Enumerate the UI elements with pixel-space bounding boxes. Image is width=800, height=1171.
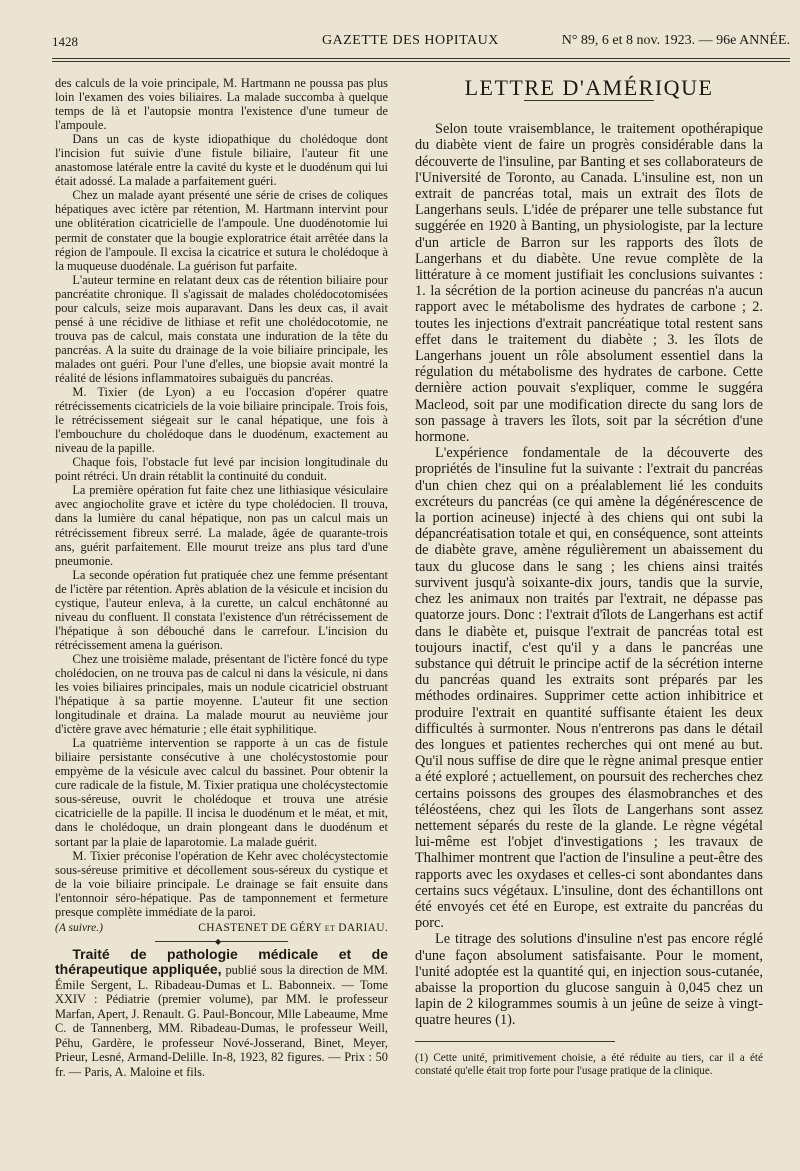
title-rule (524, 100, 654, 101)
book-details: publié sous la direction de MM. Émile Sergent, L. Ribadeau-Dumas et L. Babonneix. — Tome XXIV : Pédiatrie (premier volume), par MM. le professeur Marfan, Apert, J. Renault. G. Paul-Boncour, Mlle Labeaume, Mme C. de Tannenberg, MM. Ribadeau-Dumas, le professeur Weill, Péhu, Gardère, le professeur Nové-Josserand, Binet, Meyer, Prieur, Lesné, Armand-Delille. In-8, 1923, 82 figures. — Prix : 50 fr. — Paris, A. Maloine et fils. (55, 963, 388, 1079)
paragraph: Le titrage des solutions d'insuline n'est pas encore réglé d'une façon absolument satisfaisante. Pour le moment, l'unité adoptée est la quantité qui, en injection sous-cutanée, abaisse la proportion du glucose sanguin à 0,045 chez un lapin de 2 kilogrammes soumis à un jeûne de seize à vingt-quatre heures (1). (415, 931, 763, 1029)
paragraph: La seconde opération fut pratiquée chez une femme présentant de l'ictère par rétention. Après ablation de la vésicule et incision du cystique, l'auteur enleva, à la curette, un calcul enchâtonné au niveau du confluent. Il constata l'existence d'un rétrécissement de l'hépatique à son débouché dans le carrefour. L'incision du rétrécissement amena la guérison. (55, 567, 388, 652)
article-signature-line (55, 921, 388, 935)
issue-info: N° 89, 6 et 8 nov. 1923. — 96e ANNÉE. (561, 33, 790, 48)
book-review (55, 947, 388, 1080)
journal-title: GAZETTE DES HOPITAUX (322, 33, 499, 48)
footnote-rule (415, 1041, 615, 1042)
article-title: LETTRE D'AMÉRIQUE (464, 75, 714, 100)
paragraph: Chez un malade ayant présenté une série de crises de coliques hépatiques avec ictère par rétention, M. Hartmann intervint pour une oblitération cicatricielle de l'ampoule. Une duodénotomie lui permit de constater que la bougie exploratrice était arrêtée dans la région de l'ampoule. Il excisa la cicatrice et sutura le cholédoque à la muqueuse duodénale. La guérison fut parfaite. (55, 188, 388, 273)
paragraph: Chez une troisième malade, présentant de l'ictère foncé du type cholédocien, on ne trouva pas de calcul ni dans la vésicule, ni dans les voies biliaires principales, mais un nodule cicatriciel obstruant l'hépatique à sa partie moyenne. L'auteur fit une section longitudinale et draina. La malade mourut au neuvième jour d'ictère grave avec hématurie ; elle était syphilitique. (55, 651, 388, 737)
page-number: 1428 (52, 34, 78, 49)
right-column (415, 75, 763, 1078)
book-title: Traité de pathologie médicale et de thérapeutique appliquée, (55, 945, 388, 978)
page-header (52, 30, 790, 54)
paragraph: Dans un cas de kyste idiopathique du cholédoque dont l'incision fut suivie d'une fistule biliaire, l'auteur fit une anastomose latérale entre la cavité du kyste et le duodénum qui lui était adossé. La malade a parfaitement guéri. (55, 132, 388, 189)
left-column (55, 76, 388, 1079)
header-rule (52, 58, 790, 59)
header-rule-double (52, 61, 790, 62)
paragraph: Chaque fois, l'obstacle fut levé par incision longitudinale du point rétréci. Un drain rétablit la continuité du conduit. (55, 455, 388, 484)
paragraph: des calculs de la voie principale, M. Hartmann ne poussa pas plus loin l'examen des voies biliaires. La malade succomba à quelque temps de là et l'autopsie montra l'existence d'une tumeur de l'ampoule. (55, 76, 388, 133)
paragraph: La quatrième intervention se rapporte à un cas de fistule biliaire persistante consécutive à une cholécystostomie pour empyème de la vésicule avec calcul du bassinet. Pour obtenir la cure radicale de la fistule, M. Tixier pratiqua une cholécystectomie sous-séreuse, ouvrit le cholédoque et trouva une atrésie cicatricielle de la papille. Il incisa le duodénum et le méat, et mit, dans le cholédoque, un drain plongeant dans le duodénum et sortant par la plaie de laparotomie. La malade guérit. (55, 736, 388, 849)
footnote: (1) Cette unité, primitivement choisie, a été réduite au tiers, car il a été constaté qu'elle était trop forte pour l'usage pratique de la clinique. (415, 1051, 763, 1077)
paragraph: L'expérience fondamentale de la découverte des propriétés de l'insuline fut la suivante : l'extrait du pancréas d'un chien chez qui on a préalablement lié les conduits excréteurs du pancréas (ce qui amène la dégénérescence de la portion acineuse) injecté à des chiens qui ont subi la dépancréatisation totale et qui, en conséquence, sont atteints de diabète grave, amène régulièrement un abaissement du taux du glucose dans le sang ; les chiens ainsi traités survivent jusqu'à soixante-dix jours, tandis que la survie, chez les animaux non traités par l'extrait, ne dépasse pas quatorze jours. Donc : l'extrait d'îlots de Langerhans est actif dans le diabète et, puisque l'extrait de pancréas total est toujours inactif, c'est qu'il y a dans le pancréas une substance qui détruit le principe actif de la sécrétion interne du pancréas quand les extraits sont préparés par les méthodes ordinaires. Supprimer cette action inhibitrice et produire l'extrait en quantité suffisante étaient les deux difficultés à surmonter. Nous n'entrerons pas dans le détail des longues et patientes recherches qui ont mené au but. Qu'il nous suffise de dire que le règne animal presque entier a été exploré ; actuellement, on poursuit des recherches chez certains poissons des groupes des élasmobranches et des téléostéens, chez qui les îlots de Langerhans sont assez nettement séparés du reste de la glande. Le règne végétal lui-même est l'objet d'investigations ; les travaux de Thalhimer montrent que l'action de l'insuline a peut-être des rapports avec les oxydases et celles-ci sont abondantes dans certains sucs végétaux. L'insuline, dont des échantillons ont été envoyés cet été en Europe, est extraite du pancréas du porc. (415, 445, 763, 932)
paragraph: Selon toute vraisemblance, le traitement opothérapique du diabète vient de faire un progrès considérable dans la découverte de l'insuline, par Banting et ses collaborateurs de l'Université de Toronto, au Canada. L'insuline est, non un extrait de pancréas total, mais un extrait des îlots de Langerhans seuls. L'idée de préparer une telle substance fut suggérée en 1920 à Banting, un physiologiste, par la lecture d'un article de Barron sur les rapports des îlots de Langerhans et du diabète. Une revue complète de la littérature à ce moment justifiait les conclusions suivantes : 1. la sécrétion de la portion acineuse du pancréas n'a aucun rapport avec le métabolisme des hydrates de carbone ; 2. toutes les injections d'extrait pancréatique total restent sans effet dans le traitement du diabète ; 3. les îlots de Langerhans jouent un rôle absolument essentiel dans la régulation du métabolisme des hydrates de carbone. Cette dernière action pouvait s'expliquer, comme le suggéra Macleod, soit par une modification directe du sang lors de son passage à travers les îlots, soit par la sécrétion d'une hormone. (415, 121, 763, 446)
paragraph: L'auteur termine en relatant deux cas de rétention biliaire pour pancréatite chronique. Il s'agissait de malades cholédocotomisées pour calculs, seize mois auparavant. Dans les deux cas, il avait pensé à une récidive de lithiase et refit une cholédocotomie, ne trouva pas de calcul, mais constata une induration de la tête du pancréas. A la suite du drainage de la voie biliaire principale, les malades ont guéri. Pour l'une d'elles, une biopsie avait montré la réalité de lésions inflammatoires subaiguës du pancréas. (55, 272, 388, 385)
paragraph: M. Tixier (de Lyon) a eu l'occasion d'opérer quatre rétrécissements cicatriciels de la voie biliaire principale. Trois fois, le rétrécissement siégeait sur le canal hépatique, une fois à l'embouchure du cholédoque dans le duodénum, exactement au niveau de la papille. (55, 385, 388, 456)
to-be-continued: (A suivre.) (55, 921, 103, 934)
paragraph: M. Tixier préconise l'opération de Kehr avec cholécystectomie sous-séreuse primitive et décollement sous-séreux du cystique et de la voie biliaire principale. Le drainage se fait ensuite dans l'entonnoir séro-hépatique. Pas de tamponnement et fermeture presque complète immédiate de la paroi. (55, 848, 388, 919)
section-separator (55, 935, 388, 947)
paragraph: La première opération fut faite chez une lithiasique vésiculaire avec angiocholite grave et ictère du type cholédocien. Il trouva, dans la lumière du canal hépatique, non pas un calcul mais un rétrécissement fibreux serré. La malade, âgée de quarante-trois ans, guérit parfaitement. Elle mourut treize ans plus tard d'une pneumonie. (55, 483, 388, 568)
author-signature: CHASTENET DE GÉRY et DARIAU. (198, 921, 388, 934)
